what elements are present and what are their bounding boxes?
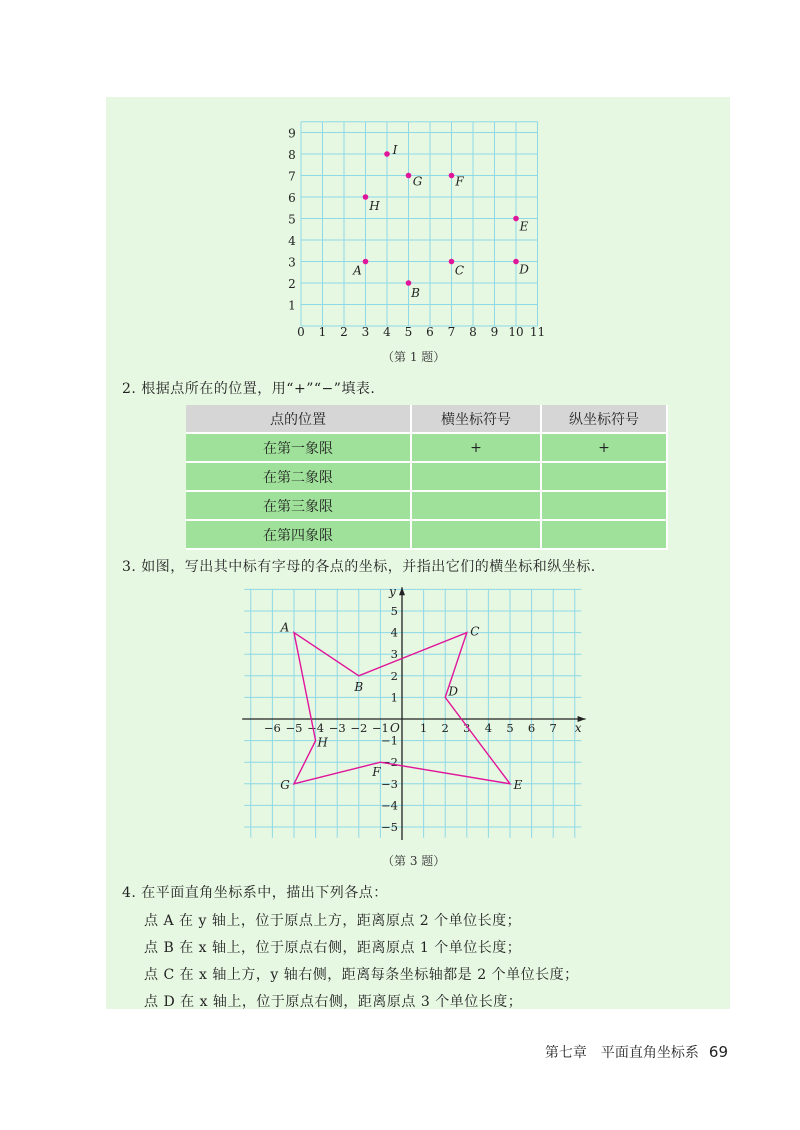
table-row bbox=[186, 433, 667, 462]
y-tick-label: 3 bbox=[288, 255, 296, 270]
y-tick-label: −3 bbox=[381, 776, 398, 791]
x-tick-label: 2 bbox=[340, 325, 348, 339]
table-cell[interactable] bbox=[541, 491, 667, 520]
y-axis-arrow bbox=[399, 587, 405, 595]
data-point bbox=[406, 280, 412, 286]
point-label: G bbox=[412, 174, 423, 189]
question-2-text: 2. 根据点所在的位置，用“+”“−”填表. bbox=[122, 381, 376, 397]
x-tick-label: −6 bbox=[263, 721, 281, 735]
x-tick-label: 1 bbox=[318, 325, 327, 339]
y-tick-label: 7 bbox=[288, 169, 296, 184]
x-tick-label: 7 bbox=[447, 325, 456, 339]
y-tick-label: 2 bbox=[288, 277, 296, 291]
data-point bbox=[449, 259, 455, 265]
data-point bbox=[384, 151, 390, 157]
table-cell[interactable] bbox=[541, 520, 667, 549]
x-tick-label: 4 bbox=[383, 325, 391, 339]
vertex-label: G bbox=[280, 777, 290, 792]
y-tick-label: −5 bbox=[381, 820, 398, 834]
table-cell: 在第四象限 bbox=[186, 520, 411, 549]
point-label: I bbox=[392, 143, 398, 157]
origin-label: O bbox=[390, 721, 400, 735]
figure-3-coordinate-plane bbox=[230, 580, 600, 844]
x-tick-label: −5 bbox=[285, 721, 303, 735]
x-tick-label: 3 bbox=[361, 325, 370, 339]
vertex-label: H bbox=[317, 735, 328, 750]
table-row bbox=[186, 462, 667, 491]
point-label: C bbox=[454, 263, 465, 278]
figure-3-caption: （第 3 题） bbox=[382, 854, 446, 868]
question-4-item: 点 D 在 x 轴上，位于原点右侧，距离原点 3 个单位长度； bbox=[144, 994, 523, 1010]
table-header-cell: 点的位置 bbox=[186, 405, 411, 433]
sign-table bbox=[186, 405, 668, 550]
x-tick-label: 3 bbox=[463, 721, 471, 735]
page-footer bbox=[545, 1042, 728, 1062]
table-cell[interactable]: + bbox=[541, 433, 667, 462]
point-label: A bbox=[353, 263, 362, 278]
vertex-label: D bbox=[448, 684, 459, 699]
y-tick-label: 9 bbox=[288, 126, 296, 141]
vertex-label: C bbox=[470, 624, 480, 639]
table-cell[interactable] bbox=[411, 462, 541, 491]
point-label: B bbox=[411, 286, 420, 300]
vertex-label: F bbox=[372, 765, 381, 780]
x-tick-label: 4 bbox=[484, 721, 493, 735]
y-tick-label: −2 bbox=[381, 755, 398, 770]
question-4-text: 4. 在平面直角坐标系中，描出下列各点： bbox=[122, 885, 388, 901]
y-tick-label: 2 bbox=[390, 668, 398, 683]
question-3-text: 3. 如图，写出其中标有字母的各点的坐标，并指出它们的横坐标和纵坐标. bbox=[122, 559, 596, 575]
y-tick-label: 3 bbox=[390, 647, 398, 662]
x-tick-label: 11 bbox=[529, 325, 546, 339]
x-tick-label: 5 bbox=[404, 325, 413, 339]
table-cell[interactable] bbox=[541, 462, 667, 491]
table-cell: 在第二象限 bbox=[186, 462, 411, 491]
table-cell[interactable]: + bbox=[411, 433, 541, 462]
x-tick-label: 7 bbox=[549, 721, 557, 735]
point-label: H bbox=[369, 199, 380, 213]
y-tick-label: −1 bbox=[381, 733, 398, 748]
data-point bbox=[406, 173, 412, 179]
table-header-cell: 横坐标符号 bbox=[411, 405, 541, 433]
y-tick-label: 1 bbox=[288, 298, 296, 313]
x-tick-label: −4 bbox=[307, 721, 325, 735]
table-header-row bbox=[186, 405, 667, 433]
data-point bbox=[513, 259, 519, 265]
table-cell: 在第三象限 bbox=[186, 491, 411, 520]
x-tick-label: 10 bbox=[508, 325, 524, 339]
point-label: E bbox=[519, 219, 529, 234]
y-tick-label: 5 bbox=[390, 604, 398, 618]
vertex-label: B bbox=[354, 679, 364, 694]
y-tick-label: 8 bbox=[288, 148, 296, 162]
data-point bbox=[513, 216, 519, 222]
point-label: F bbox=[455, 174, 464, 189]
table-header-cell: 纵坐标符号 bbox=[541, 405, 667, 433]
y-tick-label: −4 bbox=[381, 798, 398, 813]
x-tick-label: −1 bbox=[371, 721, 389, 735]
x-tick-label: 5 bbox=[506, 721, 514, 735]
x-tick-label: −2 bbox=[350, 721, 368, 735]
y-tick-label: 6 bbox=[288, 191, 296, 205]
x-tick-label: 6 bbox=[527, 721, 536, 735]
question-4-item: 点 C 在 x 轴上方，y 轴右侧，距离每条坐标轴都是 2 个单位长度； bbox=[144, 967, 579, 983]
y-tick-label: 5 bbox=[288, 212, 296, 227]
data-point bbox=[449, 173, 455, 179]
data-point bbox=[363, 259, 369, 265]
data-point bbox=[363, 194, 369, 200]
x-tick-label: 1 bbox=[419, 721, 428, 735]
x-tick-label: 8 bbox=[469, 325, 477, 339]
x-tick-label: 9 bbox=[490, 325, 499, 339]
x-tick-label: 2 bbox=[441, 721, 449, 735]
table-cell[interactable] bbox=[411, 520, 541, 549]
chapter-title: 第七章 平面直角坐标系 bbox=[544, 1045, 699, 1061]
y-tick-label: 4 bbox=[390, 625, 398, 640]
figure-1-caption: （第 1 题） bbox=[382, 350, 446, 364]
x-tick-label: 6 bbox=[426, 325, 434, 339]
question-4-item: 点 A 在 y 轴上，位于原点上方，距离原点 2 个单位长度； bbox=[144, 913, 522, 929]
table-row bbox=[186, 491, 667, 520]
x-tick-label: 0 bbox=[297, 325, 305, 339]
page-number: 69 bbox=[708, 1043, 728, 1061]
x-tick-label: −3 bbox=[328, 721, 346, 735]
question-4-item: 点 B 在 x 轴上，位于原点右侧，距离原点 1 个单位长度； bbox=[144, 940, 522, 956]
y-axis-label: y bbox=[389, 584, 396, 599]
vertex-label: E bbox=[513, 777, 523, 792]
figure-1-grid bbox=[280, 112, 550, 342]
vertex-label: A bbox=[280, 620, 290, 635]
point-label: D bbox=[519, 262, 529, 277]
table-cell[interactable] bbox=[411, 491, 541, 520]
table-cell: 在第一象限 bbox=[186, 433, 411, 462]
x-axis-label: x bbox=[574, 721, 582, 735]
y-tick-label: 1 bbox=[390, 690, 398, 705]
y-tick-label: 4 bbox=[288, 234, 296, 248]
table-row bbox=[186, 520, 667, 549]
